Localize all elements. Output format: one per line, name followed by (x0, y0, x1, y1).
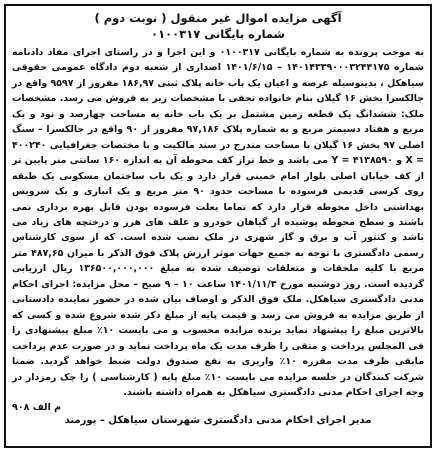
notice-title: آگهی مزایده اموال غیر منقول ( نوبت دوم ) (94, 11, 342, 25)
signature-line: مدیر اجرای احکام مدنی دادگستری شهرستان سیاهکل – پورمند (64, 415, 372, 427)
archive-number: شماره بایگانی ۰۱۰۰۳۱۷ (151, 27, 285, 41)
auction-notice (4, 4, 432, 448)
reference-code: م الف ۹۰۸ (12, 402, 62, 414)
notice-body: به موجب پرونده به شماره بایگانی ۰۱۰۰۳۱۷ و این اجرا و در راستای اجرای مفاد دادنامه شماره ۱۴۰۱۴۳۳۹۰۰۰۳۲۴۴۱۷۵ – ۱۴۰۱/۶/۱۵ اصداری از شعبه دوم دادگاه عمومی حقوقی سیاهکل ، بدینوسیله عرصه و اعیان یک باب خانه پلاک ثبتی ۱۸۶,۹۷ مفروز از ۹۵۹۷ واقع در جالکسرا بخش ۱۶ گیلان بنام خانواده نجفی با مشخصات زیر به فروش می رسد. مشخصات ملک: ششدانگ یک قطعه زمین مشتمل بر یک باب خانه به مساحت چهارصد و نود و یک مربع و هفتاد دسیمتر مربع و به شماره پلاک ۹۷,۱۸۶ مفروز از ۹۰ واقع در جالکسرا – سنگ اصلی ۹۷ بخش ۱۶ گیلان با مساحت مندرج در سند مالکیت و با مختصات جغرافیایی ۴۰۰۲۴۰ = X و ۴۱۳۸۵۹۰ = Y می باشد و خط تراز کف محوطه آن به اندازه ۱۶۰ سانتی متر پایین تر از کف خیابان اصلی بلوار امام خمینی قرار دارد و یک باب ساختمان مسکونی یک طبقه روی کرسی قدیمی فرسوده با مساحت حدود ۹۰ متر مربع و یک انباری و یک سرویس بهداشتی داخل محوطه قرار دارد که تماما بعلت فرسوده بودن قابل بهره برداری نمی باشند و سطح محوطه پوشیده از گیاهان خودرو و علف های هرز و درختچه های زیاد می باشد و کنتور آب و برق و گاز شهری در ملک نصب شده است. که از سوی کارشناس رسمی دادگستری با توجه به جمیع جهات موثر ارزش پلاک فوق الذکر با میزان ۴۸۷,۶۵ متر مربع با کلیه ملحقات و متعلقات توصیف شده به مبلغ ۱۳۶۵۰۰,۰۰۰,۰۰۰ ریال ارزیابی گردیده است. روز دوشنبه مورخ ۱۴۰۱/۱۱/۳ ساعت ۱۰ – ۹ صبح – محل مزایده: اجرای احکام مدنی دادگستری سیاهکل. ملک فوق الذکر و اوصاف بیان شده در حضور نماینده دادستانی از طریق مزایده به فروش می رسد و قیمت پایه از مبلغ ذکر شده شروع شده و کسی که بالاترین مبلغ را پیشنهاد نماید برنده مزایده محسوب و می بایست ۱۰٪ مبلغ پیشنهادی را فی المجلس پرداخت و متقی را ظرف مدت یک ماه پرداخت نماید و در صورت عدم پرداخت مابقی ظرف مدت مقرره ۱۰٪ واریزی به نفع صندوق دولت ضبط خواهد گردید. ضمنا شرکت کنندگان در جلسه مزایده می بایست ۱۰٪ مبلغ پایه ( کارشناسی ) را چک رمزدار در وجه اجرای احکام مدنی دادگستری سیاهکل به همراه داشته باشند. (12, 47, 425, 398)
